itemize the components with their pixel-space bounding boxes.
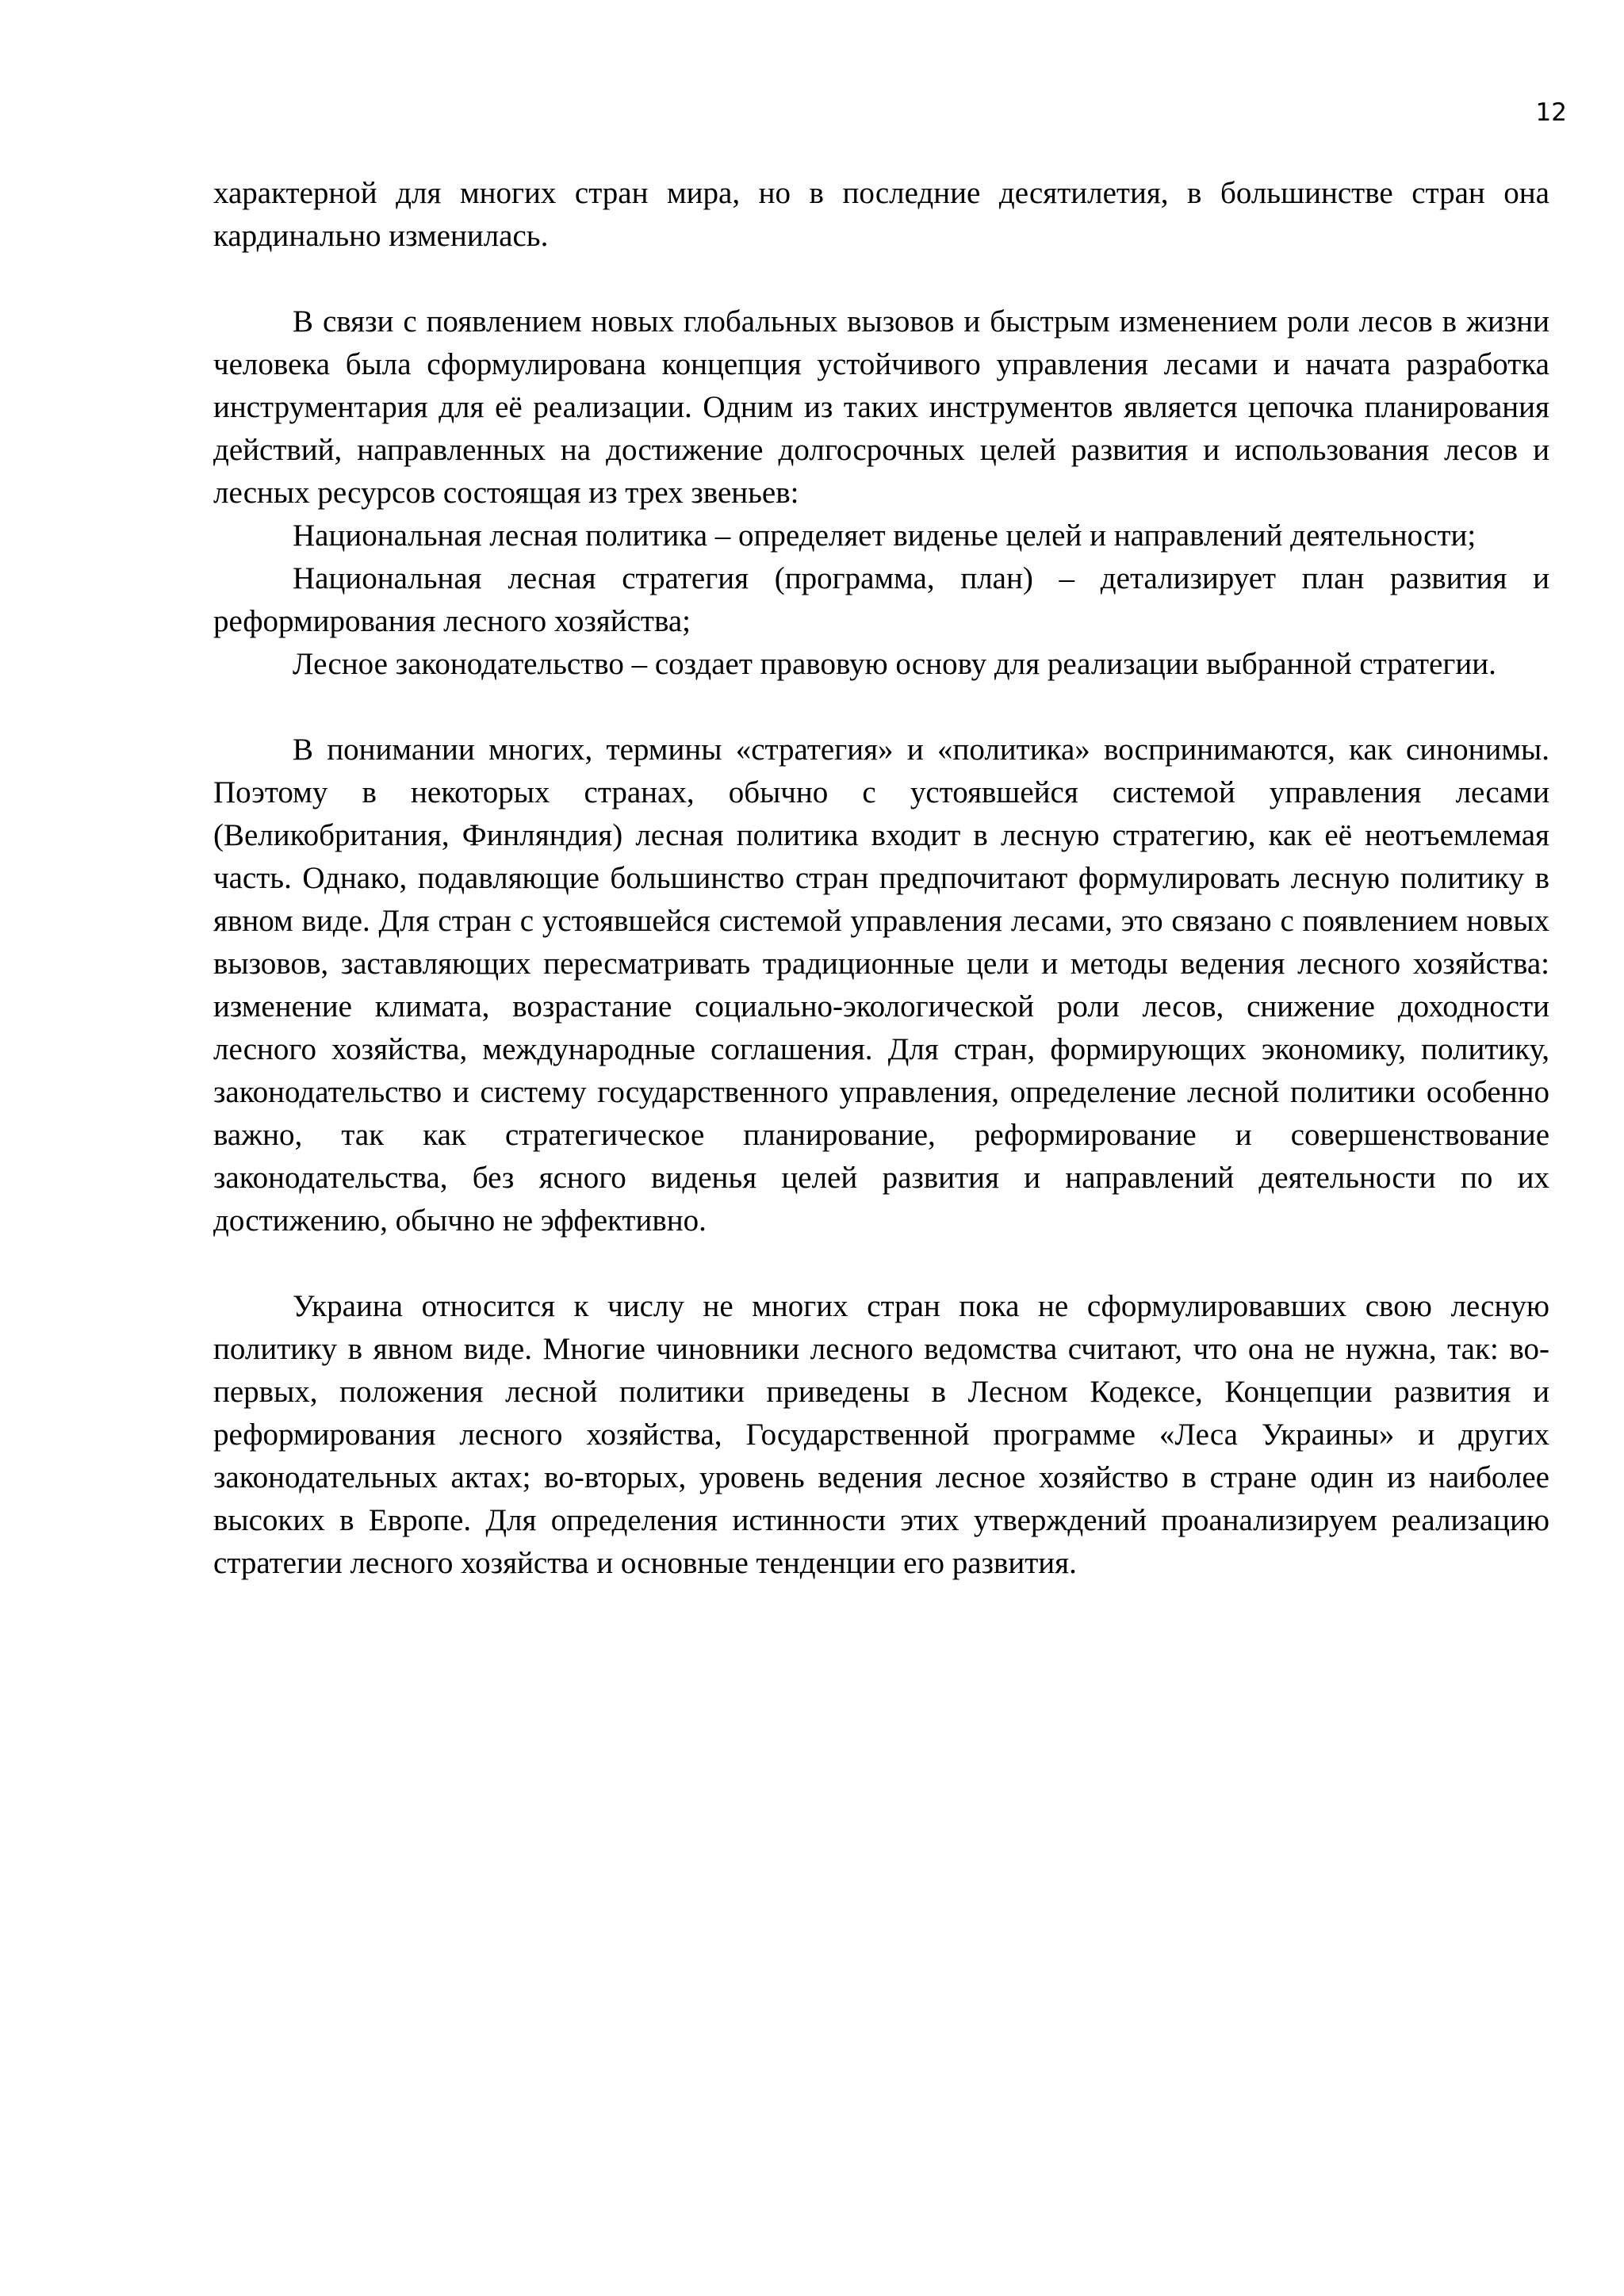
paragraph-national-forest-policy: Национальная лесная политика – определяет виденье целей и направлений деятельности; (293, 519, 1477, 553)
document-body (213, 172, 1549, 1585)
paragraph-forest-legislation: Лесное законодательство – создает правовую основу для реализации выбранной стратегии. (293, 647, 1496, 681)
paragraph-national-forest-strategy: Национальная лесная стратегия (программа, план) – детализирует план развития и реформирования лесного хозяйства; (213, 561, 1549, 638)
paragraph-sustainable-management: В связи с появлением новых глобальных вызовов и быстрым изменением роли лесов в жизни человека была сформулирована концепция устойчивого управления лесами и начата разработка инструментария для её реализации. Одним из таких инструментов является цепочка планирования действий, направленных на достижение долгосрочных целей развития и использования лесов и лесных ресурсов состоящая из трех звеньев: (213, 304, 1549, 510)
paragraph-ukraine: Украина относится к числу не многих стран пока не сформулировавших свою лесную политику в явном виде. Многие чиновники лесного ведомства считают, что она не нужна, так: во-первых, положения лесной политики приведены в Лесном Кодексе, Концепции развития и реформирования лесного хозяйства, Государственной программе «Леса Украины» и других законодательных актах; во-вторых, уровень ведения лесное хозяйство в стране один из наиболее высоких в Европе. Для определения истинности этих утверждений проанализируем реализацию стратегии лесного хозяйства и основные тенденции его развития. (213, 1289, 1549, 1580)
paragraph-strategy-vs-policy: В понимании многих, термины «стратегия» и «политика» воспринимаются, как синонимы. Поэтому в некоторых странах, обычно с устоявшейся системой управления лесами (Великобритания, Финляндия) лесная политика входит в лесную стратегию, как её неотъемлемая часть. Однако, подавляющие большинство стран предпочитают формулировать лесную политику в явном виде. Для стран с устоявшейся системой управления лесами, это связано с появлением новых вызовов, заставляющих пересматривать традиционные цели и методы ведения лесного хозяйства: изменение климата, возрастание социально-экологической роли лесов, снижение доходности лесного хозяйства, международные соглашения. Для стран, формирующих экономику, политику, законодательство и систему государственного управления, определение лесной политики особенно важно, так как стратегическое планирование, реформирование и совершенствование законодательства, без ясного виденья целей развития и направлений деятельности по их достижению, обычно не эффективно. (213, 733, 1549, 1238)
paragraph-continuation: характерной для многих стран мира, но в последние десятилетия, в большинстве стран она кардинально изменилась. (213, 176, 1549, 253)
page-number: 12 (1535, 98, 1567, 127)
